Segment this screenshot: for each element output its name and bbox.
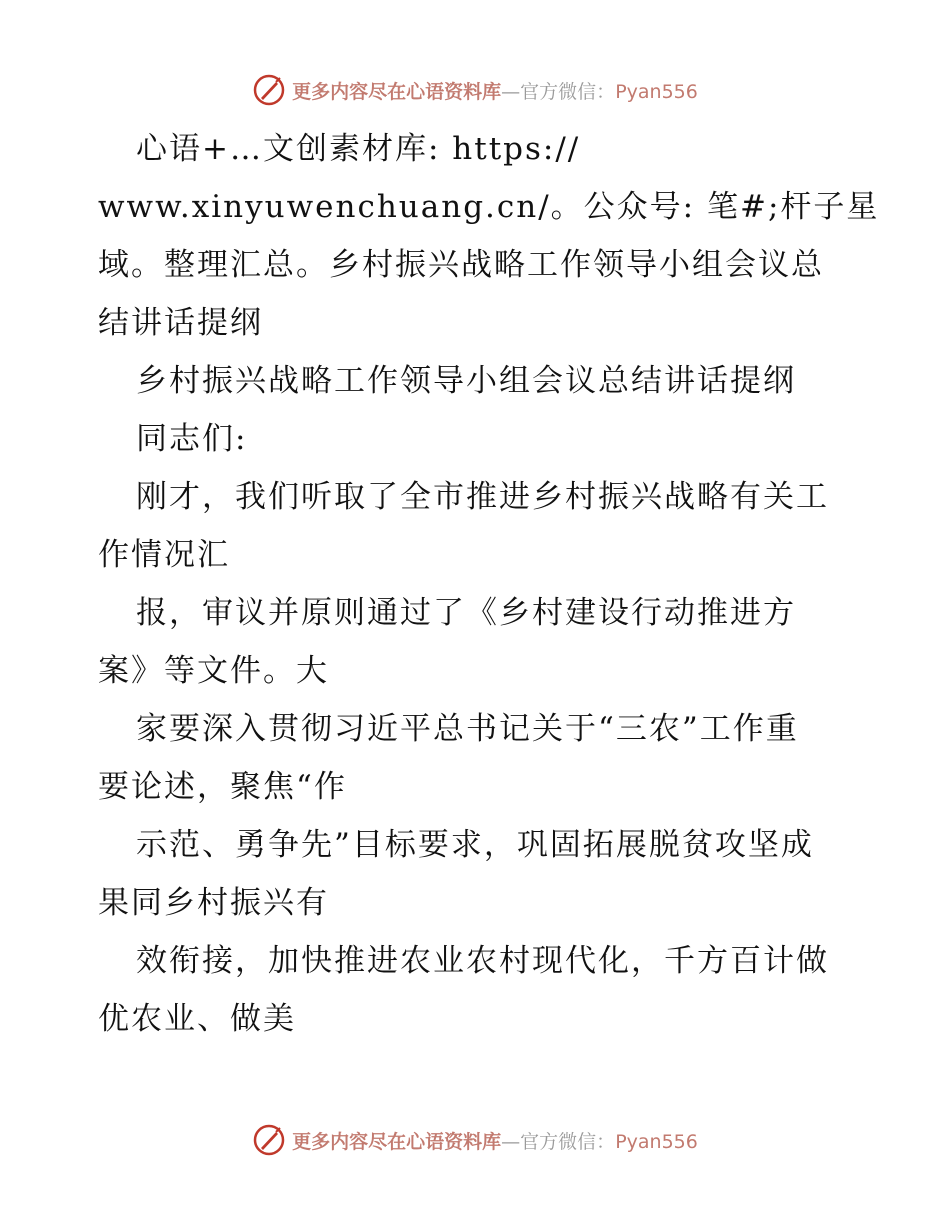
doc-line: 示范、勇争先”目标要求，巩固拓展脱贫攻坚成	[136, 827, 814, 863]
doc-line: 要论述，聚焦“作	[98, 769, 347, 805]
doc-title-line: 乡村振兴战略工作领导小组会议总结讲话提纲	[136, 363, 796, 399]
doc-line: 作情况汇	[98, 537, 230, 573]
doc-line: www.xinyuwenchuang.cn/。公众号: 笔#;杆子星	[98, 189, 880, 225]
feather-pen-logo-icon	[252, 73, 286, 107]
feather-pen-logo-icon	[252, 1123, 286, 1157]
footer-banner-official: 官方微信：	[520, 1130, 616, 1153]
footer-banner-text	[292, 1127, 698, 1154]
doc-line: 域。整理汇总。乡村振兴战略工作领导小组会议总	[98, 247, 824, 283]
doc-line: 家要深入贯彻习近平总书记关于“三农”工作重	[136, 711, 799, 747]
doc-line: 果同乡村振兴有	[98, 885, 329, 921]
doc-line: 案》等文件。大	[98, 653, 329, 689]
header-banner-main: 更多内容尽在心语资料库	[292, 80, 502, 103]
doc-line: 优农业、做美	[98, 1001, 296, 1037]
document-body	[98, 120, 880, 1048]
doc-line: 效衔接，加快推进农业农村现代化，千方百计做	[136, 943, 829, 979]
doc-line: 结讲话提纲	[98, 305, 263, 341]
footer-banner-dash: —	[501, 1130, 521, 1153]
doc-salutation: 同志们:	[136, 421, 248, 457]
doc-line: 刚才，我们听取了全市推进乡村振兴战略有关工	[136, 479, 829, 515]
header-banner-official: 官方微信：	[520, 80, 616, 103]
header-banner-wechat-id: Pyan556	[615, 80, 698, 103]
header-banner	[0, 70, 950, 110]
header-banner-dash: —	[501, 80, 521, 103]
footer-banner	[0, 1120, 950, 1160]
doc-line: 报，审议并原则通过了《乡村建设行动推进方	[136, 595, 796, 631]
doc-line: 心语+…文创素材库: https://	[136, 131, 581, 167]
footer-banner-wechat-id: Pyan556	[615, 1130, 698, 1153]
header-banner-text	[292, 77, 698, 104]
footer-banner-main: 更多内容尽在心语资料库	[292, 1130, 502, 1153]
